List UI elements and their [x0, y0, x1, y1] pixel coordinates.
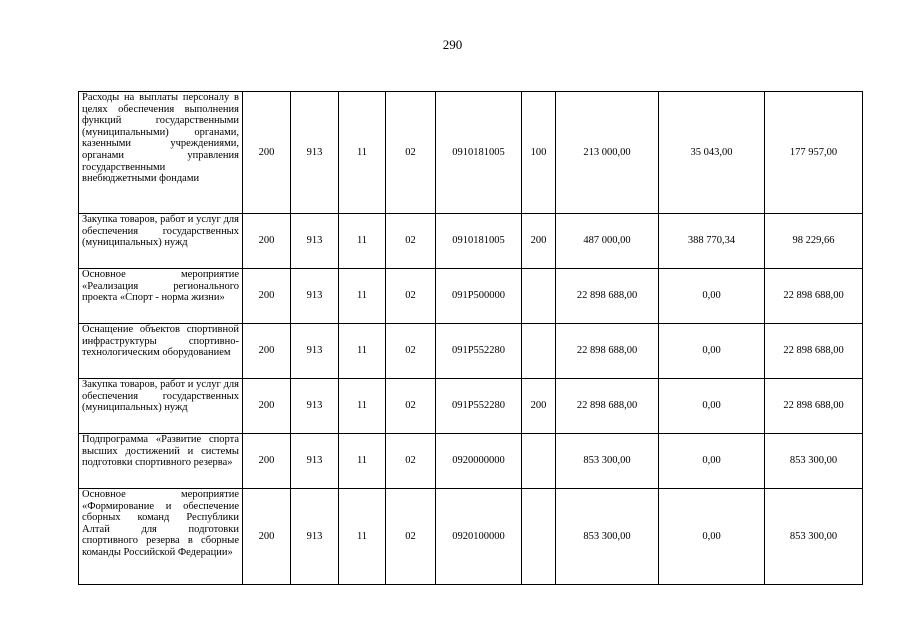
code-cell: 200 [243, 434, 291, 489]
amount-cell: 22 898 688,00 [765, 379, 863, 434]
code-cell: 200 [522, 379, 556, 434]
amount-cell: 213 000,00 [556, 92, 659, 214]
code-cell: 11 [339, 214, 386, 269]
code-cell: 200 [243, 92, 291, 214]
amount-cell: 0,00 [659, 379, 765, 434]
row-name-cell: Оснащение объектов спортивной инфраструктуры спортивно-технологическим оборудованием [79, 324, 243, 379]
code-cell: 02 [386, 489, 436, 585]
code-cell: 091P552280 [436, 324, 522, 379]
amount-cell: 22 898 688,00 [556, 379, 659, 434]
table-row [79, 379, 863, 434]
row-name-cell: Закупка товаров, работ и услуг для обеспечения государственных (муниципальных) нужд [79, 379, 243, 434]
amount-cell: 853 300,00 [765, 434, 863, 489]
budget-table [78, 91, 863, 585]
row-name-cell: Расходы на выплаты персоналу в целях обеспечения выполнения функций государственными (муниципальными) органами, казенными учреждениями, органами управления государственными внебюджетными фондами [79, 92, 243, 214]
amount-cell: 853 300,00 [765, 489, 863, 585]
amount-cell: 98 229,66 [765, 214, 863, 269]
code-cell [522, 324, 556, 379]
table-row [79, 269, 863, 324]
code-cell: 200 [243, 379, 291, 434]
code-cell: 913 [291, 92, 339, 214]
amount-cell: 853 300,00 [556, 434, 659, 489]
table-row [79, 324, 863, 379]
code-cell: 913 [291, 434, 339, 489]
amount-cell: 0,00 [659, 434, 765, 489]
code-cell [522, 489, 556, 585]
code-cell: 11 [339, 92, 386, 214]
code-cell: 11 [339, 434, 386, 489]
code-cell: 913 [291, 379, 339, 434]
code-cell: 02 [386, 214, 436, 269]
amount-cell: 487 000,00 [556, 214, 659, 269]
row-name-cell: Основное мероприятие «Формирование и обеспечение сборных команд Республики Алтай для подготовки спортивного резерва в сборные команды Российской Федерации» [79, 489, 243, 585]
code-cell: 200 [522, 214, 556, 269]
code-cell: 091P500000 [436, 269, 522, 324]
amount-cell: 35 043,00 [659, 92, 765, 214]
code-cell: 200 [243, 324, 291, 379]
row-name-cell: Закупка товаров, работ и услуг для обеспечения государственных (муниципальных) нужд [79, 214, 243, 269]
table-row [79, 92, 863, 214]
table-row [79, 489, 863, 585]
amount-cell: 177 957,00 [765, 92, 863, 214]
amount-cell: 388 770,34 [659, 214, 765, 269]
code-cell: 02 [386, 92, 436, 214]
code-cell: 02 [386, 379, 436, 434]
code-cell: 11 [339, 489, 386, 585]
code-cell: 913 [291, 214, 339, 269]
amount-cell: 22 898 688,00 [765, 269, 863, 324]
code-cell: 200 [243, 269, 291, 324]
code-cell: 0910181005 [436, 214, 522, 269]
table-row [79, 214, 863, 269]
code-cell: 200 [243, 214, 291, 269]
amount-cell: 0,00 [659, 324, 765, 379]
amount-cell: 22 898 688,00 [765, 324, 863, 379]
code-cell: 913 [291, 269, 339, 324]
row-name-cell: Основное мероприятие «Реализация регионального проекта «Спорт - норма жизни» [79, 269, 243, 324]
code-cell: 11 [339, 379, 386, 434]
page-number: 290 [442, 37, 463, 52]
table-row [79, 434, 863, 489]
code-cell: 100 [522, 92, 556, 214]
code-cell: 0910181005 [436, 92, 522, 214]
code-cell: 02 [386, 434, 436, 489]
row-name-cell: Подпрограмма «Развитие спорта высших достижений и системы подготовки спортивного резерва» [79, 434, 243, 489]
code-cell: 11 [339, 324, 386, 379]
amount-cell: 22 898 688,00 [556, 269, 659, 324]
amount-cell: 0,00 [659, 269, 765, 324]
code-cell: 0920100000 [436, 489, 522, 585]
code-cell: 091P552280 [436, 379, 522, 434]
code-cell: 02 [386, 269, 436, 324]
code-cell: 02 [386, 324, 436, 379]
code-cell: 11 [339, 269, 386, 324]
code-cell: 913 [291, 324, 339, 379]
amount-cell: 0,00 [659, 489, 765, 585]
amount-cell: 853 300,00 [556, 489, 659, 585]
amount-cell: 22 898 688,00 [556, 324, 659, 379]
code-cell: 200 [243, 489, 291, 585]
code-cell [522, 434, 556, 489]
code-cell: 913 [291, 489, 339, 585]
code-cell: 0920000000 [436, 434, 522, 489]
code-cell [522, 269, 556, 324]
